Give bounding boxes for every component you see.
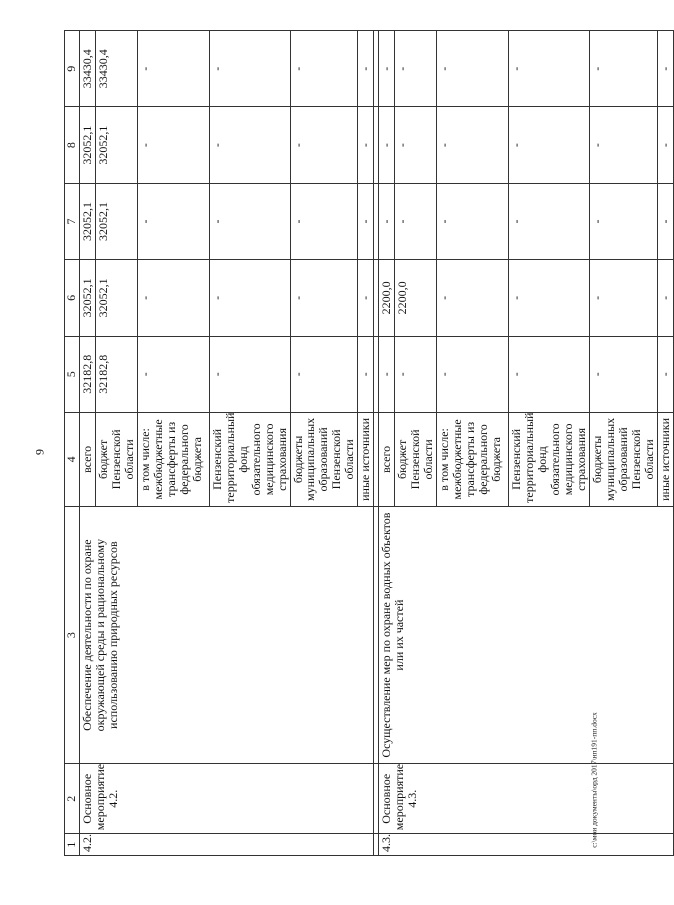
header-col-7: 7: [65, 183, 80, 259]
funding-value: 32182,8: [80, 336, 96, 412]
funding-value: -: [395, 183, 437, 259]
funding-value: -: [209, 260, 290, 336]
measure-number: 4.2.: [80, 834, 374, 856]
funding-value: 32052,1: [95, 107, 137, 183]
funding-value: -: [509, 183, 590, 259]
funding-value: -: [137, 260, 209, 336]
header-row: [65, 31, 80, 856]
program-table: [64, 30, 674, 856]
measure-type: Основное мероприятие 4.3.: [379, 764, 673, 834]
funding-source-label: всего: [379, 412, 395, 506]
funding-value: 2200,0: [379, 260, 395, 336]
funding-value: -: [358, 260, 374, 336]
funding-value: -: [657, 260, 673, 336]
funding-value: -: [358, 107, 374, 183]
page-number: 9: [32, 449, 47, 455]
funding-value: -: [358, 183, 374, 259]
header-col-1: 1: [65, 834, 80, 856]
header-col-6: 6: [65, 260, 80, 336]
funding-value: -: [657, 183, 673, 259]
header-col-8: 8: [65, 107, 80, 183]
funding-value: -: [290, 260, 358, 336]
funding-value: -: [290, 183, 358, 259]
funding-value: -: [137, 107, 209, 183]
table-row: [80, 31, 96, 856]
funding-value: -: [395, 31, 437, 107]
measure-name: Осуществление мер по охране водных объектов или их частей: [379, 506, 673, 764]
funding-value: -: [509, 31, 590, 107]
funding-value: 32052,1: [80, 107, 96, 183]
funding-value: 33430,4: [80, 31, 96, 107]
funding-value: -: [395, 336, 437, 412]
header-col-4: 4: [65, 412, 80, 506]
funding-source-label: бюджет Пензенской области: [95, 412, 137, 506]
funding-value: -: [379, 31, 395, 107]
funding-value: -: [137, 31, 209, 107]
funding-value: -: [137, 183, 209, 259]
funding-value: -: [657, 31, 673, 107]
funding-value: -: [395, 107, 437, 183]
funding-value: 32182,8: [95, 336, 137, 412]
funding-value: -: [437, 31, 509, 107]
funding-value: 32052,1: [95, 260, 137, 336]
funding-value: -: [589, 31, 657, 107]
funding-source-label: Пензенский территориальный фонд обязательного медицинского страхования: [509, 412, 590, 506]
funding-source-label: бюджет Пензенской области: [395, 412, 437, 506]
funding-value: -: [209, 183, 290, 259]
funding-value: -: [589, 260, 657, 336]
funding-value: -: [290, 107, 358, 183]
funding-value: -: [290, 31, 358, 107]
funding-value: 32052,1: [80, 260, 96, 336]
measure-type: Основное мероприятие 4.2.: [80, 764, 374, 834]
funding-value: -: [209, 107, 290, 183]
funding-source-label: в том числе: межбюджетные трансферты из федерального бюджета: [437, 412, 509, 506]
measure-number: 4.3.: [379, 834, 673, 856]
funding-value: 32052,1: [80, 183, 96, 259]
funding-value: -: [509, 107, 590, 183]
header-col-9: 9: [65, 31, 80, 107]
funding-value: -: [379, 336, 395, 412]
funding-value: -: [379, 107, 395, 183]
funding-source-label: бюджеты муниципальных образований Пензенской области: [290, 412, 358, 506]
funding-value: -: [437, 260, 509, 336]
funding-value: -: [657, 336, 673, 412]
funding-value: -: [437, 107, 509, 183]
funding-value: -: [209, 336, 290, 412]
funding-value: 32052,1: [95, 183, 137, 259]
funding-value: -: [437, 336, 509, 412]
funding-value: -: [657, 107, 673, 183]
funding-value: -: [209, 31, 290, 107]
funding-value: 2200,0: [395, 260, 437, 336]
funding-source-label: бюджеты муниципальных образований Пензенской области: [589, 412, 657, 506]
funding-value: -: [589, 183, 657, 259]
funding-value: -: [509, 260, 590, 336]
funding-value: -: [379, 183, 395, 259]
funding-source-label: иные источники: [657, 412, 673, 506]
funding-value: -: [589, 336, 657, 412]
funding-value: -: [589, 107, 657, 183]
funding-value: -: [137, 336, 209, 412]
funding-source-label: в том числе: межбюджетные трансферты из федерального бюджета: [137, 412, 209, 506]
funding-value: -: [358, 336, 374, 412]
funding-value: -: [358, 31, 374, 107]
funding-value: -: [290, 336, 358, 412]
header-col-5: 5: [65, 336, 80, 412]
measure-name: Обеспечение деятельности по охране окружающей среды и рациональному использованию природных ресурсов: [80, 506, 374, 764]
table-row: [379, 31, 395, 856]
funding-source-label: иные источники: [358, 412, 374, 506]
funding-value: -: [509, 336, 590, 412]
funding-value: -: [437, 183, 509, 259]
header-col-2: 2: [65, 764, 80, 834]
funding-value: 33430,4: [95, 31, 137, 107]
funding-source-label: Пензенский территориальный фонд обязательного медицинского страхования: [209, 412, 290, 506]
header-col-3: 3: [65, 506, 80, 764]
funding-source-label: всего: [80, 412, 96, 506]
footer-file-path: c:\мои документы\орд 2017\нп191-пп.docx: [589, 712, 599, 848]
